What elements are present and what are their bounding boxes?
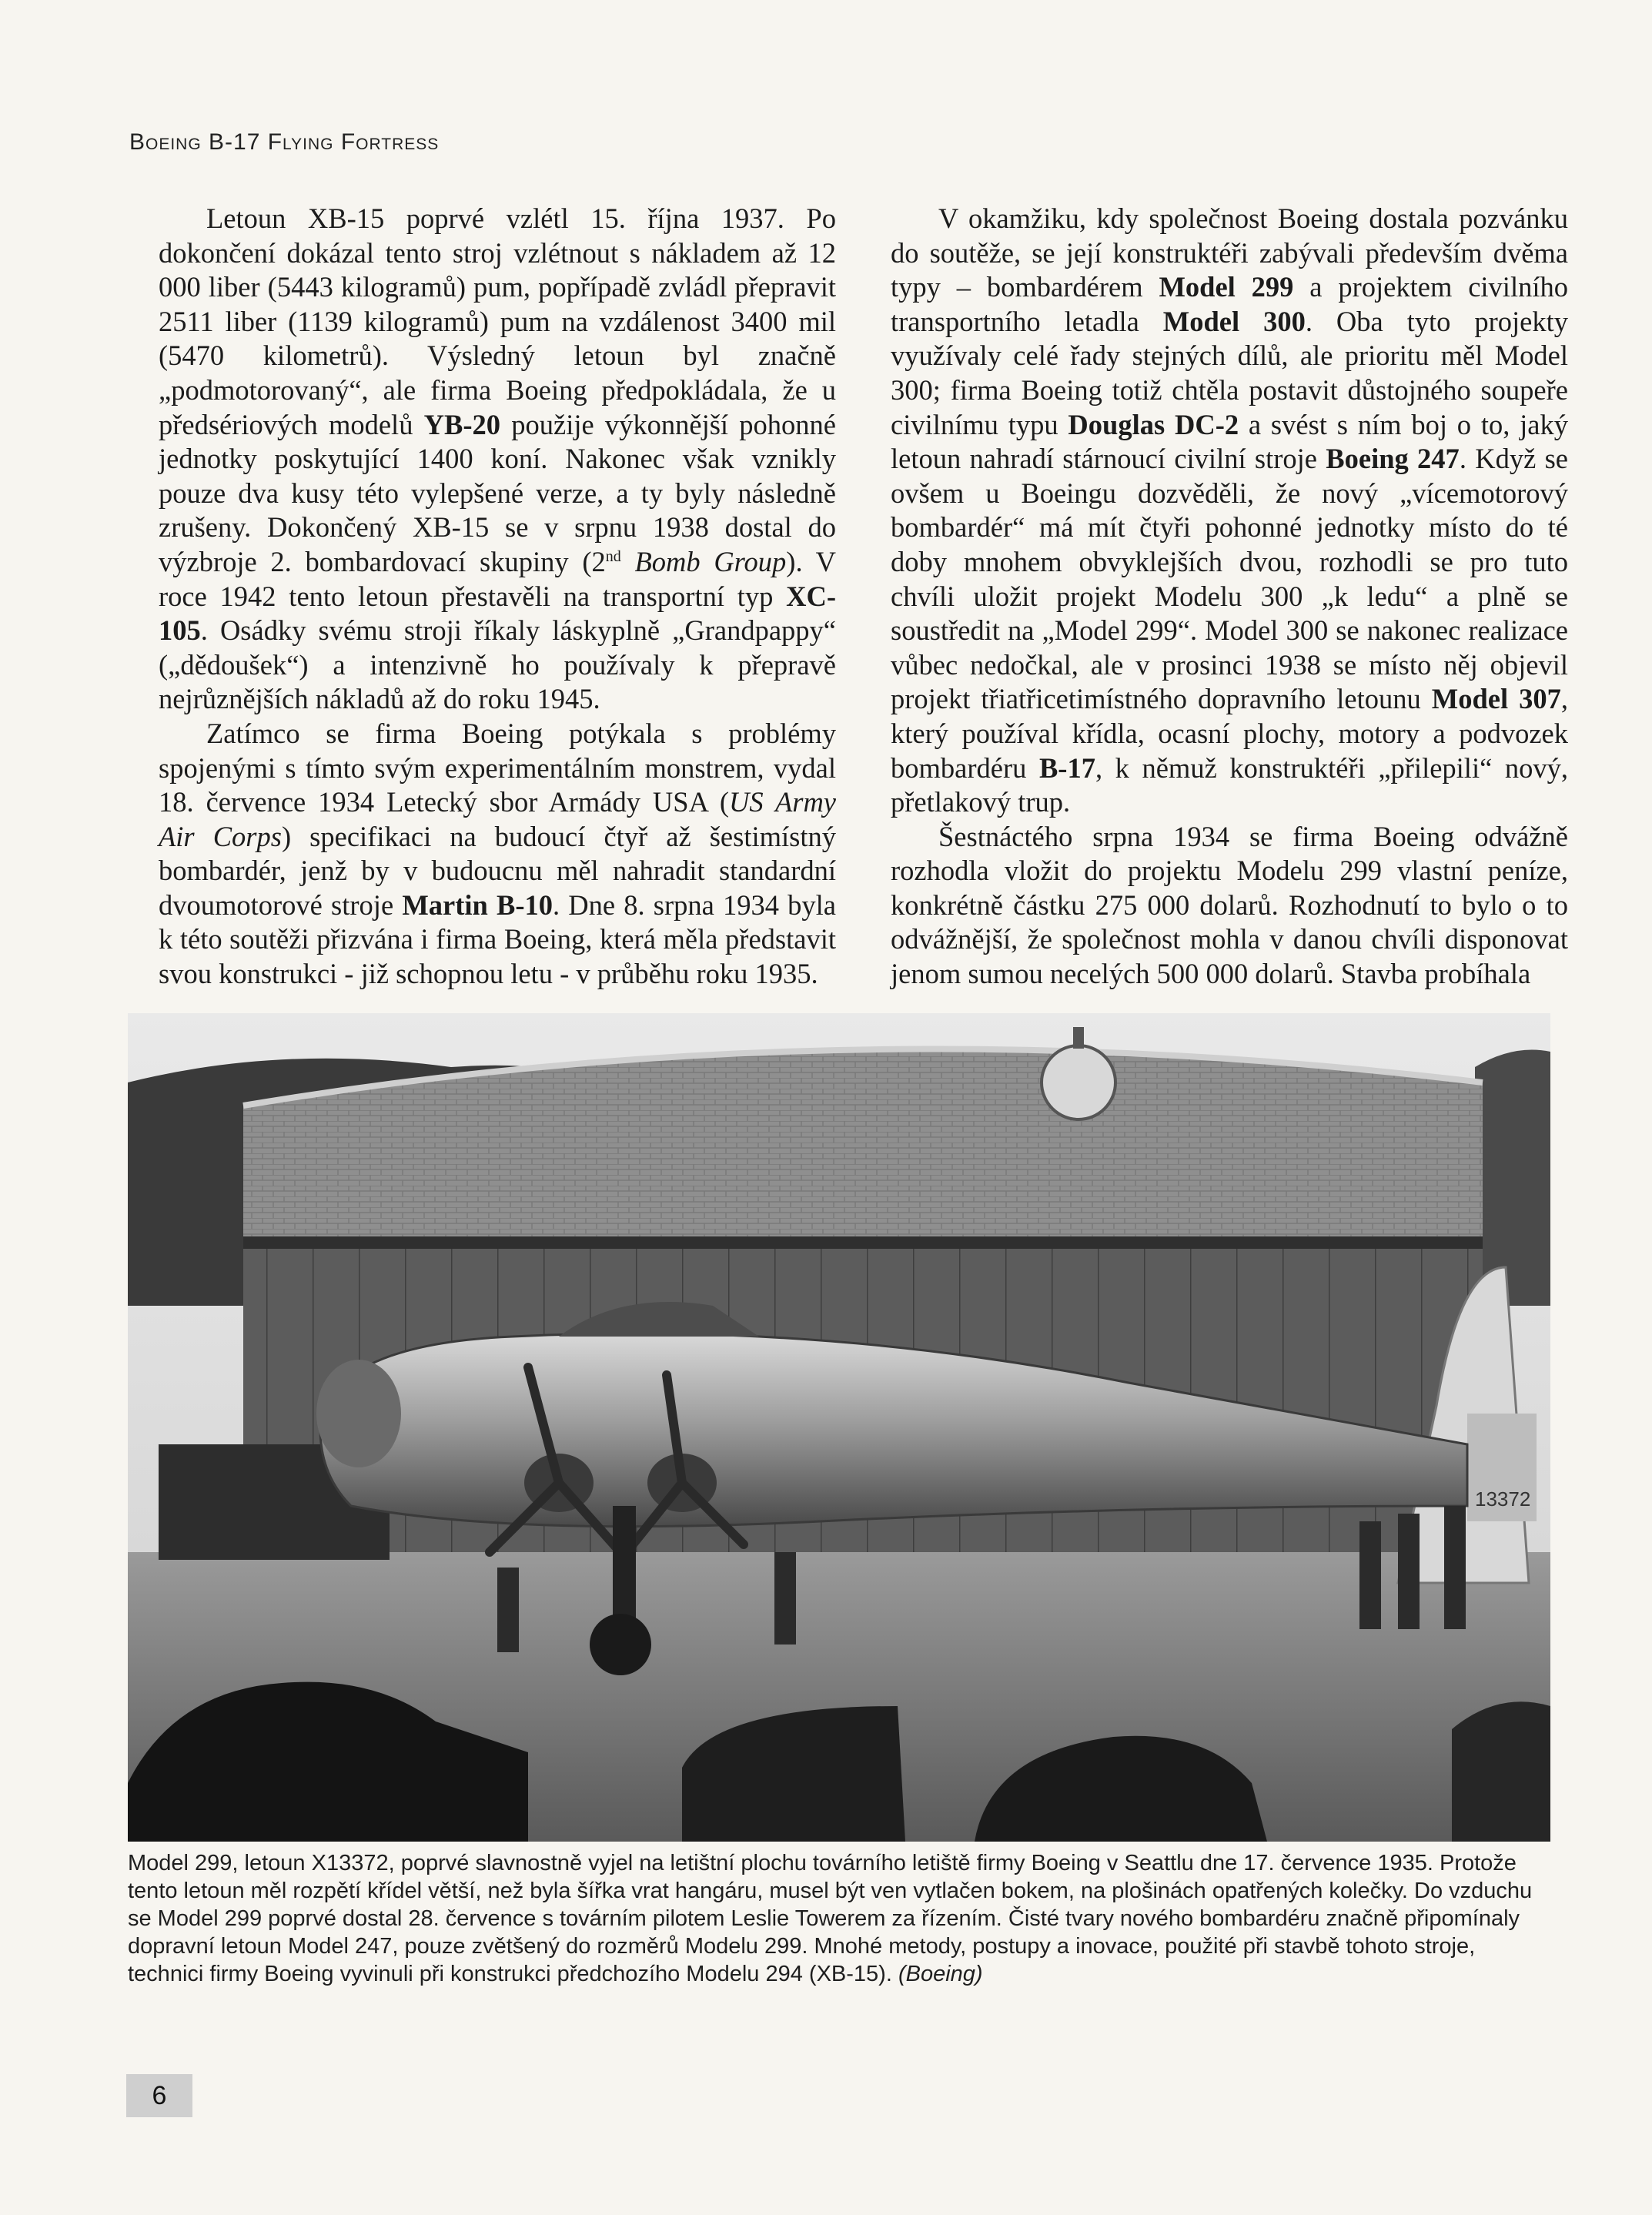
paragraph: Zatímco se firma Boeing potýkala s problémy spojenými s tímto svým experimentálním monstrem, vydal 18. července 1934 Letecký sbor Armády USA (US Army Air Corps) specifikaci na budoucí čtyř až šestimístný bombardér, jenž by v budoucnu měl nahradit standardní dvoumotorové stroje Martin B-10. Dne 8. srpna 1934 byla k této soutěži přizvána i firma Boeing, která měla představit svou konstrukci - již schopnou letu - v průběhu roku 1935. [159,717,837,990]
paragraph: Letoun XB-15 poprvé vzlétl 15. října 1937. Po dokončení dokázal tento stroj vzlétnout s nákladem až 12 000 liber (5443 kilogramů) pum, popřípadě zvládl přepravit 2511 liber (1139 kilogramů) pum na vzdálenost 3400 mil (5470 kilometrů). Výsledný letoun byl značně „podmotorovaný“, ale firma Boeing předpokládala, že u předsériových modelů YB-20 použije výkonnější pohonné jednotky poskytující 1400 koní. Nakonec však vznikly pouze dva kusy této vylepšené verze, a ty byly následně zrušeny. Dokončený XB-15 se v srpnu 1938 dostal do výzbroje 2. bombardovací skupiny (2nd Bomb Group). V roce 1942 tento letoun přestavěli na transportní typ XC-105. Osádky svému stroji říkaly láskyplně „Grandpappy“ („dědoušek“) a intenzivně ho používaly k přepravě nejrůznějších nákladů až do roku 1945. [159,202,836,715]
right-text-column [891,202,1568,992]
photo-credit: (Boeing) [898,1962,983,1986]
tail-number: 13372 [1475,1487,1531,1511]
paragraph: V okamžiku, kdy společnost Boeing dostala pozvánku do soutěže, se její konstruktéři zabývali především dvěma typy – bombardérem Model 299 a projektem civilního transportního letadla Model 300. Oba tyto projekty využívaly celé řady stejných dílů, ale prioritu měl Model 300; firma Boeing totiž chtěla postavit důstojného soupeře civilnímu typu Douglas DC-2 a svést s ním boj o to, jaký letoun nahradí stárnoucí civilní stroje Boeing 247. Když se ovšem u Boeingu dozvěděli, že nový „vícemotorový bombardér“ má mít čtyři pohonné jednotky místo do té doby mnohem obvyklejších dvou, rozhodli se pro tuto chvíli uložit projekt Modelu 300 „k ledu“ a plně se soustředit na „Model 299“. Model 300 se nakonec realizace vůbec nedočkal, ale v prosinci 1938 se místo něj objevil projekt třiatřicetimístného dopravního letounu Model 307, který používal křídla, ocasní plochy, motory a podvozek bombardéru B-17, k němuž konstruktéři „přilepili“ nový, přetlakový trup. [891,202,1568,818]
page-number: 6 [126,2074,192,2117]
running-title: Boeing B-17 Flying Fortress [129,129,440,155]
left-text-column [159,202,836,992]
aircraft-photo [128,1013,1550,1842]
figure-caption: Model 299, letoun X13372, poprvé slavnostně vyjel na letištní plochu továrního letiště firmy Boeing v Seattlu dne 17. července 1935. Protože tento letoun měl rozpětí křídel větší, než byla šířka vrat hangáru, musel být ven vytlačen bokem, na plošinách opatřených kolečky. Do vzduchu se Model 299 poprvé dostal 28. července s továrním pilotem Leslie Towerem za řízením. Čisté tvary nového bombardéru značně připomínaly dopravní letoun Model 247, pouze zvětšený do rozměrů Modelu 299. Mnohé metody, postupy a inovace, použité při stavbě tohoto stroje, technici firmy Boeing vyvinuli při konstrukci předchozího Modelu 294 (XB-15). (Boeing) [128,1851,1533,1986]
paragraph: Šestnáctého srpna 1934 se firma Boeing odvážně rozhodla vložit do projektu Modelu 299 vlastní peníze, konkrétně částku 275 000 dolarů. Rozhodnutí to bylo o to odvážnější, že společnost mohla v danou chvíli disponovat jenom sumou necelých 500 000 dolarů. Stavba probíhala [891,820,1568,990]
